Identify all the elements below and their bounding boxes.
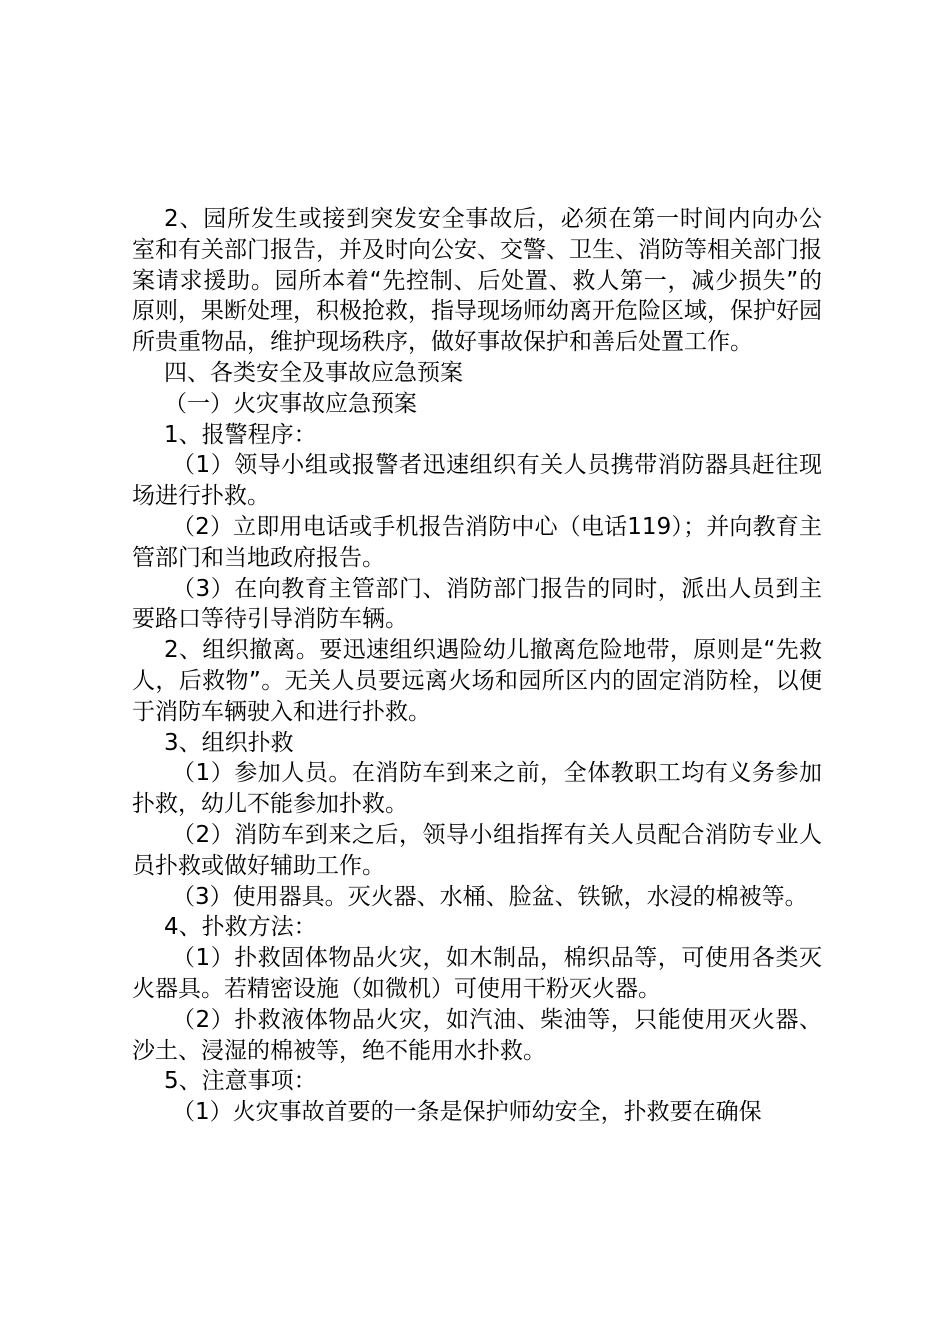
list-item-alarm-3: （3）在向教育主管部门、消防部门报告的同时，派出人员到主要路口等待引导消防车辆。	[132, 575, 822, 633]
document-body	[132, 204, 822, 1128]
list-item-firefighting-3: （3）使用器具。灭火器、水桶、脸盆、铁锨，水浸的棉被等。	[172, 883, 808, 910]
paragraph-report-procedure: 2、园所发生或接到突发安全事故后，必须在第一时间内向办公室和有关部门报告，并及时向公安、交警、卫生、消防等相关部门报案请求援助。园所本着“先控制、后处置、救人第一，减少损失”的原则，果断处理，积极抢救，指导现场师幼离开危险区域，保护好园所贵重物品，维护现场秩序，做好事故保护和善后处置工作。	[132, 206, 822, 356]
list-item-firefighting-1: （1）参加人员。在消防车到来之前，全体教职工均有义务参加扑救，幼儿不能参加扑救。	[132, 760, 822, 818]
item-heading-firefighting: 3、组织扑救	[164, 729, 294, 756]
list-item-methods-2: （2）扑救液体物品火灾，如汽油、柴油等，只能使用灭火器、沙土、浸湿的棉被等，绝不能用水扑救。	[132, 1006, 822, 1064]
item-heading-methods: 4、扑救方法：	[164, 914, 317, 941]
item-heading-alarm-procedure: 1、报警程序：	[164, 421, 317, 448]
list-item-notes-1: （1）火灾事故首要的一条是保护师幼安全，扑救要在确保	[172, 1099, 762, 1126]
paragraph-evacuation: 2、组织撤离。要迅速组织遇险幼儿撤离危险地带，原则是“先救人，后救物”。无关人员要远离火场和园所区内的固定消防栓，以便于消防车辆驶入和进行扑救。	[132, 637, 822, 725]
list-item-methods-1: （1）扑救固体物品火灾，如木制品，棉织品等，可使用各类灭火器具。若精密设施（如微机）可使用干粉灭火器。	[132, 945, 822, 1002]
list-item-alarm-2: （2）立即用电话或手机报告消防中心（电话119）；并向教育主管部门和当地政府报告。	[132, 513, 822, 571]
list-item-alarm-1: （1）领导小组或报警者迅速组织有关人员携带消防器具赶往现场进行扑救。	[132, 452, 822, 510]
subsection-heading-fire-plan: （一）火灾事故应急预案	[164, 390, 417, 417]
list-item-firefighting-2: （2）消防车到来之后，领导小组指挥有关人员配合消防专业人员扑救或做好辅助工作。	[132, 821, 822, 879]
item-heading-notes: 5、注意事项：	[164, 1068, 317, 1095]
section-heading-emergency-plans: 四、各类安全及事故应急预案	[164, 359, 463, 386]
